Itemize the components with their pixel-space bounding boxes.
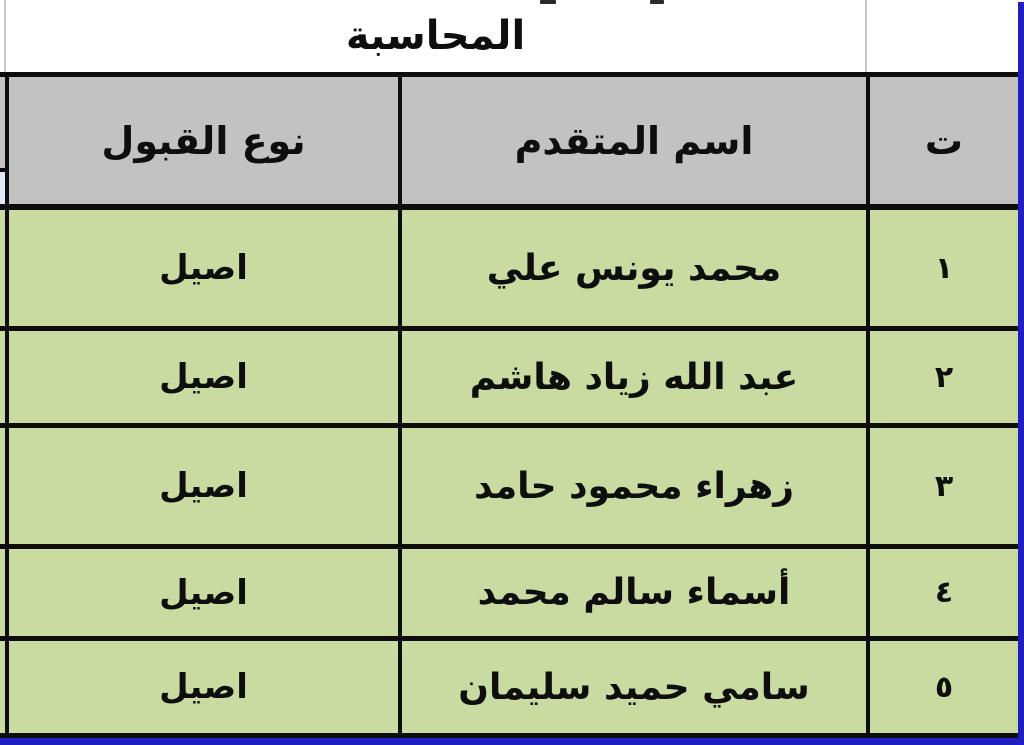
header-admission-type: نوع القبول — [101, 118, 306, 163]
cell-serial: ٤ — [934, 575, 954, 610]
cell-serial: ٥ — [934, 669, 954, 705]
cell-applicant-name: سامي حميد سليمان — [458, 666, 810, 708]
cell-admission-type: اصيل — [159, 667, 248, 707]
cell-admission-type: اصيل — [159, 248, 248, 288]
header-applicant-name: اسم المتقدم — [514, 118, 754, 163]
table-border — [5, 72, 9, 738]
cell-applicant-name: زهراء محمود حامد — [474, 465, 794, 507]
table-border — [0, 72, 1024, 77]
cell-applicant-name: محمد يونس علي — [486, 247, 782, 289]
page-edge-line — [0, 738, 1024, 745]
table-title-cell — [5, 0, 866, 72]
header-serial: ت — [924, 118, 964, 163]
cell-serial: ١ — [934, 250, 954, 286]
table-border — [866, 72, 870, 738]
cell-admission-type: اصيل — [159, 357, 248, 397]
cell-serial: ٢ — [934, 359, 954, 395]
table-title: المحاسبة — [345, 13, 526, 59]
table-border — [398, 72, 402, 738]
cell-serial: ٣ — [934, 468, 954, 504]
cell-admission-type: اصيل — [159, 466, 248, 506]
page-edge-line — [1018, 2, 1024, 745]
cell-admission-type: اصيل — [159, 572, 248, 613]
cell-applicant-name: عبد الله زياد هاشم — [469, 356, 799, 398]
cell-applicant-name: أسماء سالم محمد — [477, 572, 791, 613]
